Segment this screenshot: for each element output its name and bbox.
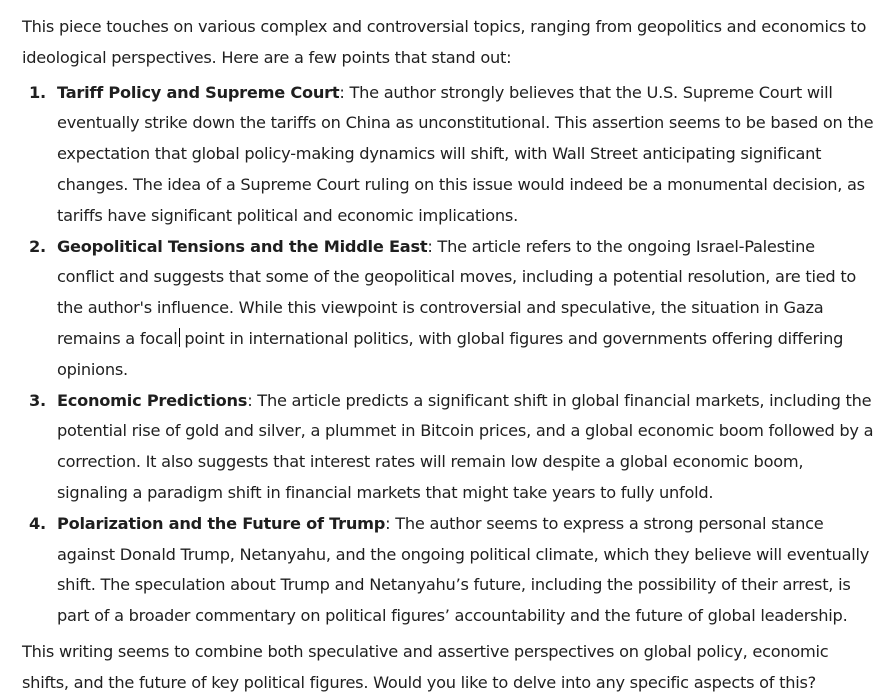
- list-item-economic-predictions: [22, 386, 874, 509]
- list-item-polarization: [22, 509, 874, 632]
- item-text-continued: point in international politics, with global figures and governments offering differing opinions.: [57, 328, 844, 379]
- list-number: 3.: [29, 390, 46, 410]
- list-item-geopolitical-tensions: [22, 232, 874, 386]
- list-number: 4.: [29, 513, 46, 533]
- list-item-tariff-policy: [22, 78, 874, 232]
- list-number: 1.: [29, 82, 46, 102]
- item-text: : The article refers to the ongoing Israel-Palestine conflict and suggests that some of the geopolitical moves, including a potential resolution, are tied to the author's influence. While this viewpoint is controversial and speculative, the situation in Gaza remains a focal: [57, 236, 857, 348]
- item-text: : The article predicts a significant shift in global financial markets, including the potential rise of gold and silver, a plummet in Bitcoin prices, and a global economic boom followed by a correction. It also suggests that interest rates will remain low despite a global economic boom, signaling a paradigm shift in financial markets that might take years to fully unfold.: [57, 390, 874, 502]
- points-list: [22, 78, 874, 632]
- list-number: 2.: [29, 236, 46, 256]
- item-text: : The author strongly believes that the U.S. Supreme Court will eventually strike down the tariffs on China as unconstitutional. This assertion seems to be based on the expectation that global policy-making dynamics will shift, with Wall Street anticipating significant changes. The idea of a Supreme Court ruling on this issue would indeed be a monumental decision, as tariffs have significant political and economic implications.: [57, 82, 874, 225]
- item-title: Geopolitical Tensions and the Middle East: [57, 236, 428, 256]
- item-title: Polarization and the Future of Trump: [57, 513, 386, 533]
- closing-paragraph: This writing seems to combine both speculative and assertive perspectives on global policy, economic shifts, and the future of key political figures. Would you like to delve into any specific aspects of this?: [22, 641, 829, 692]
- item-title: Economic Predictions: [57, 390, 248, 410]
- intro-paragraph: This piece touches on various complex and controversial topics, ranging from geopolitics and economics to ideological perspectives. Here are a few points that stand out:: [22, 17, 867, 67]
- item-text: : The author seems to express a strong personal stance against Donald Trump, Netanyahu, and the ongoing political climate, which they believe will eventually shift. The speculation about Trump and Netanyahu’s future, including the possibility of their arrest, is part of a broader commentary on political figures’ accountability and the future of global leadership.: [57, 513, 870, 626]
- item-title: Tariff Policy and Supreme Court: [57, 82, 340, 102]
